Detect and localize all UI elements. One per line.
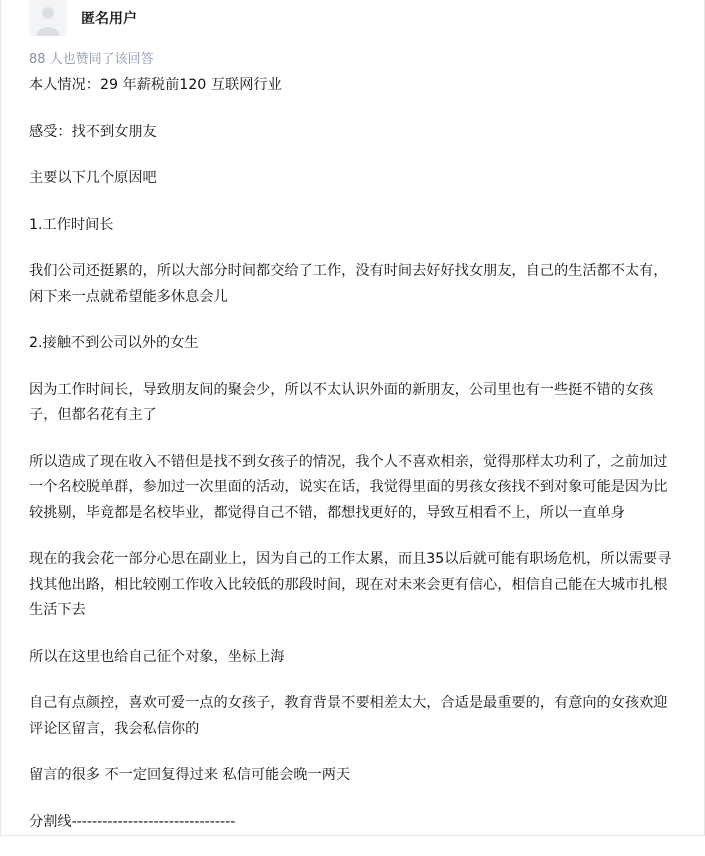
vote-count: 88 人也赞同了该回答 [29,52,154,67]
paragraph: 本人情况：29 年薪税前120 互联网行业 [29,77,282,93]
paragraph: 1.工作时间长 [29,216,114,233]
paragraph: 因为工作时间长，导致朋友间的聚会少，所以不太认识外面的新朋友，公司里也有一些挺不错的女孩子，但都名花有主了 [29,381,654,423]
divider-line-text: 分割线-------------------------------- [29,813,236,830]
author-row [29,0,137,40]
author-name[interactable]: 匿名用户 [81,11,137,27]
paragraph: 感受：找不到女朋友 [29,123,157,140]
paragraph: 现在的我会花一部分心思在副业上，因为自己的工作太累，而且35以后就可能有职场危机，所以需要寻找其他出路，相比较刚工作收入比较低的那段时间，现在对未来会更有信心，相信自己能在大城市扎根生活下去 [29,551,672,618]
paragraph: 主要以下几个原因吧 [29,170,157,186]
anonymous-avatar-icon[interactable] [29,0,67,36]
paragraph: 自己有点颜控，喜欢可爱一点的女孩子，教育背景不要相差太大，合适是最重要的，有意向的女孩欢迎评论区留言，我会私信你的 [29,695,668,737]
paragraph: 2.接触不到公司以外的女生 [29,335,199,351]
paragraph: 所以在这里也给自己征个对象，坐标上海 [29,648,285,665]
paragraph: 留言的很多 不一定回复得过来 私信可能会晚一两天 [29,767,351,783]
paragraph: 我们公司还挺累的，所以大部分时间都交给了工作，没有时间去好好找女朋友，自己的生活都不太有，闲下来一点就希望能多休息会儿 [29,263,668,305]
paragraph: 所以造成了现在收入不错但是找不到女孩子的情况，我个人不喜欢相亲，觉得那样太功利了，之前加过一个名校脱单群，参加过一次里面的活动，说实在话，我觉得里面的男孩女孩找不到对象可能是因为比较挑剔，毕竟都是名校毕业，都觉得自己不错，都想找更好的，导致互相看不上，所以一直单身 [29,453,668,521]
answer-content [29,73,681,856]
